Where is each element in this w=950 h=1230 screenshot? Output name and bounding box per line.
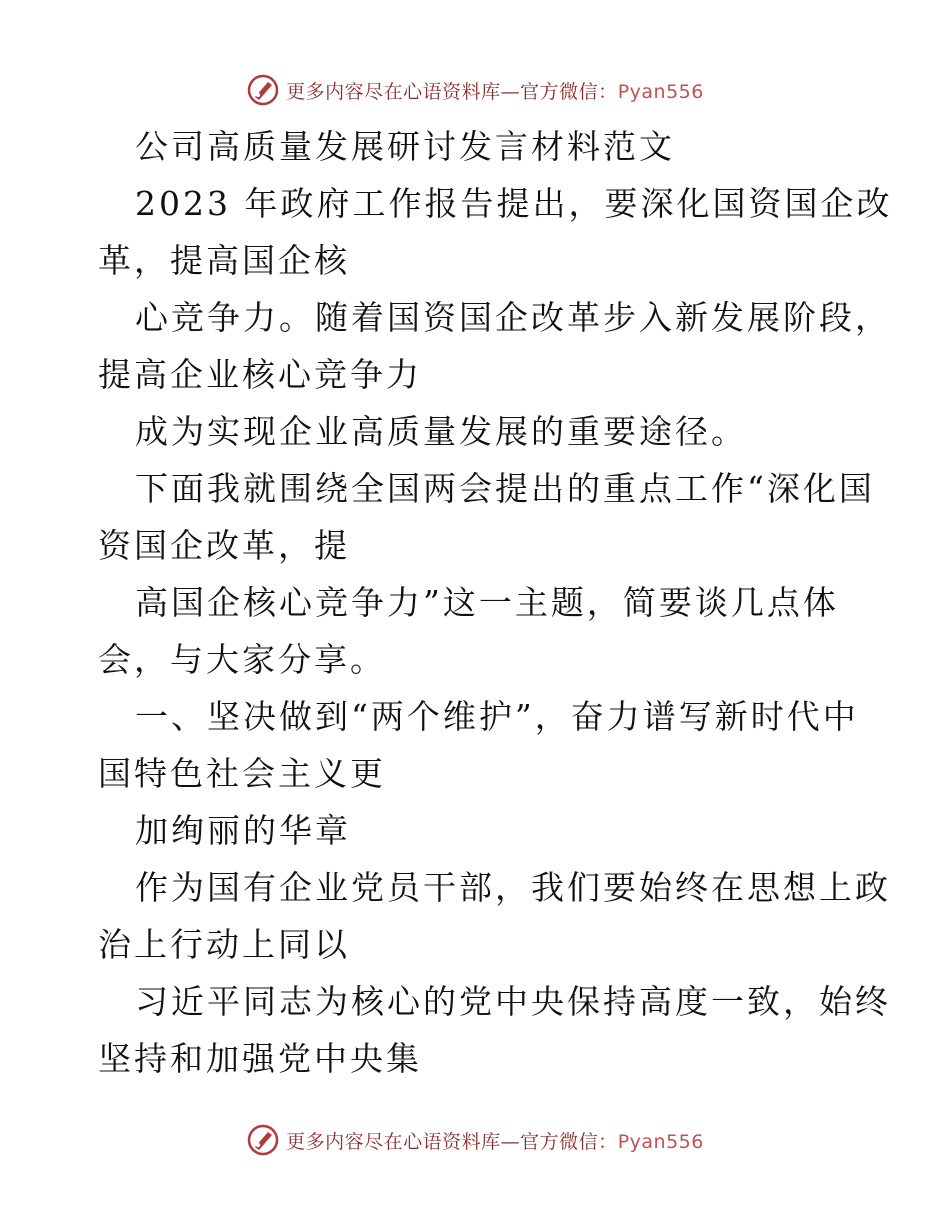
watermark-text <box>286 77 704 104</box>
pen-logo-icon <box>246 73 280 107</box>
text-line: 作为国有企业党员干部，我们要始终在思想上政 <box>135 868 891 907</box>
text-line: 2023 年政府工作报告提出，要深化国资国企改 <box>135 184 893 223</box>
watermark-separator: — <box>500 80 521 103</box>
document-body <box>98 118 893 1087</box>
watermark-wechat-id: Pyan556 <box>617 1130 704 1153</box>
text-line: 提高企业核心竞争力 <box>98 355 422 394</box>
document-title: 公司高质量发展研讨发言材料范文 <box>135 127 675 166</box>
section-heading-line: 加绚丽的华章 <box>135 811 351 850</box>
text-line: 坚持和加强党中央集 <box>98 1039 422 1078</box>
text-line: 资国企改革，提 <box>98 526 350 565</box>
footer-watermark <box>0 1120 950 1160</box>
text-line: 心竞争力。随着国资国企改革步入新发展阶段， <box>135 298 891 337</box>
text-line: 革，提高国企核 <box>98 241 350 280</box>
pen-logo-icon <box>246 1123 280 1157</box>
watermark-separator: — <box>500 1130 521 1153</box>
section-heading-line: 国特色社会主义更 <box>98 754 386 793</box>
watermark-wechat-id: Pyan556 <box>617 80 704 103</box>
text-line: 下面我就围绕全国两会提出的重点工作“深化国 <box>135 469 875 508</box>
text-line: 成为实现企业高质量发展的重要途径。 <box>135 412 747 451</box>
watermark-official: 官方微信： <box>520 80 618 103</box>
text-line: 习近平同志为核心的党中央保持高度一致，始终 <box>135 982 891 1021</box>
watermark-text <box>286 1127 704 1154</box>
header-watermark <box>0 70 950 110</box>
watermark-official: 官方微信： <box>520 1130 618 1153</box>
section-heading-line: 一、坚决做到“两个维护”，奋力谱写新时代中 <box>135 697 859 736</box>
text-line: 高国企核心竞争力”这一主题，简要谈几点体 <box>135 583 839 622</box>
text-line: 治上行动上同以 <box>98 925 350 964</box>
text-line: 会，与大家分享。 <box>98 640 386 679</box>
watermark-brand: 更多内容尽在心语资料库 <box>286 80 501 103</box>
watermark-brand: 更多内容尽在心语资料库 <box>286 1130 501 1153</box>
